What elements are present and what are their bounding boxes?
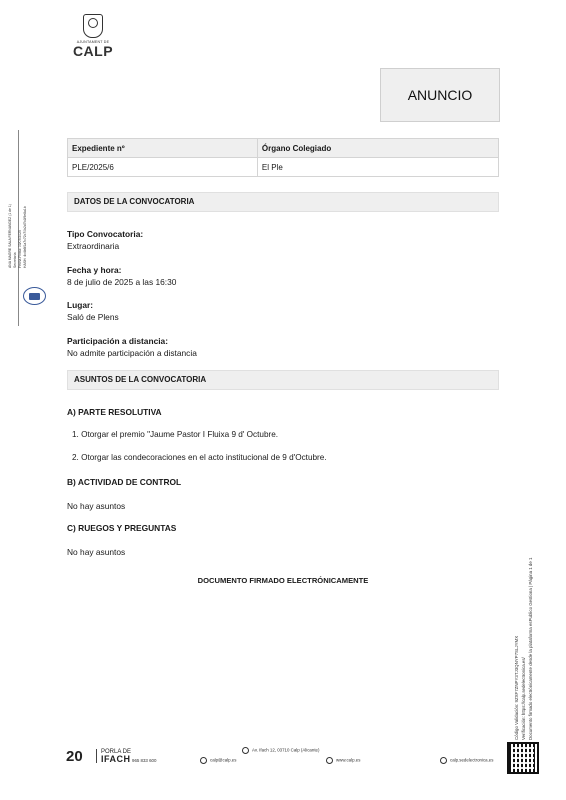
location-icon (242, 747, 249, 754)
subsection-ruegos-preguntas: C) RUEGOS Y PREGUNTAS (67, 523, 177, 533)
field-value-fecha: 8 de julio de 2025 a las 16:30 (67, 277, 177, 287)
field-label-lugar: Lugar: (67, 300, 94, 310)
footer-phone (132, 758, 156, 763)
field-label-tipo: Tipo Convocatoria: (67, 229, 144, 239)
logo-subtitle: AJUNTAMENT DE (76, 40, 110, 44)
section-bar-datos: DATOS DE LA CONVOCATORIA (67, 192, 499, 212)
field-label-participacion: Participación a distancia: (67, 336, 168, 346)
coat-of-arms-icon (83, 14, 103, 38)
notice-title: ANUNCIO (407, 87, 473, 103)
value-expediente: PLE/2025/6 (68, 158, 258, 177)
email-text[interactable]: calp@calp.es (210, 757, 237, 763)
value-organo: El Ple (257, 158, 498, 177)
footer-web[interactable] (326, 757, 360, 764)
accessibility-icon (440, 757, 447, 764)
globe-icon (326, 757, 333, 764)
signature-seal-icon (23, 287, 46, 305)
signature-hash: HASH: 4c4b6f1a7c72c70b2d7b1f9e8a1b (23, 206, 27, 268)
web-text[interactable]: www.calp.es (336, 757, 361, 763)
footer-brand (96, 749, 131, 763)
footer-address (242, 747, 319, 754)
csv-verification-url[interactable]: Verificación: https://calp.sedelectronica.es/ (521, 657, 526, 740)
municipal-logo (68, 14, 118, 58)
csv-code: Código Validación: 9ZXF7ZNPY3TJ3QNYP7SLJYMX (514, 635, 519, 740)
csv-verification-block (512, 510, 544, 742)
field-label-fecha: Fecha y hora: (67, 265, 122, 275)
sede-text[interactable]: calp.sedelectronica.es (450, 757, 494, 763)
signature-role: Secretaria (13, 252, 17, 268)
header-organo: Órgano Colegiado (257, 139, 498, 158)
subsection-actividad-control: B) ACTIVIDAD DE CONTROL (67, 477, 182, 487)
field-value-lugar: Saló de Plens (67, 312, 119, 322)
email-icon (200, 757, 207, 764)
actividad-control-text: No hay asuntos (67, 501, 126, 511)
csv-platform-note: Documento firmado electrónicamente desde la plataforma esPublico Gestiona | Página 1 de 1 (528, 557, 533, 740)
header-expediente: Expediente nº (68, 139, 258, 158)
address-text: Av. Ifach 12, 03710 Calp (Alicante) (252, 747, 320, 753)
signed-label: DOCUMENTO FIRMADO ELECTRÓNICAMENTE (197, 576, 369, 585)
signature-date: Fecha Firma: 03/07/2025 (18, 230, 22, 268)
field-value-tipo: Extraordinaria (67, 241, 120, 251)
anniversary-mark: 20 (66, 748, 83, 765)
phone-text: 965 833 600 (132, 758, 157, 763)
signature-name: ANA MAGRE SALA FERNANDEZ (1 de 1) (8, 204, 12, 268)
logo-name: CALP (72, 43, 114, 59)
subsection-parte-resolutiva: A) PARTE RESOLUTIVA (67, 407, 162, 417)
field-value-participacion: No admite participación a distancia (67, 348, 197, 358)
footer-sede[interactable] (440, 757, 493, 764)
notice-title-box (380, 68, 500, 122)
brand-line2: IFACH (101, 754, 131, 764)
expediente-table (67, 138, 499, 177)
signature-block (4, 178, 44, 268)
brand-line1: PORLA DE (101, 749, 132, 755)
list-item: 1. Otorgar el premio "Jaume Pastor I Fluixa 9 d' Octubre. (72, 430, 279, 439)
qr-code-icon (507, 742, 539, 774)
footer-email[interactable] (200, 757, 236, 764)
list-item: 2. Otorgar las condecoraciones en el acto institucional de 9 d'Octubre. (72, 453, 327, 462)
ruegos-preguntas-text: No hay asuntos (67, 547, 126, 557)
table-header-row (68, 139, 499, 158)
section-bar-asuntos: ASUNTOS DE LA CONVOCATORIA (67, 370, 499, 390)
table-row (68, 158, 499, 177)
